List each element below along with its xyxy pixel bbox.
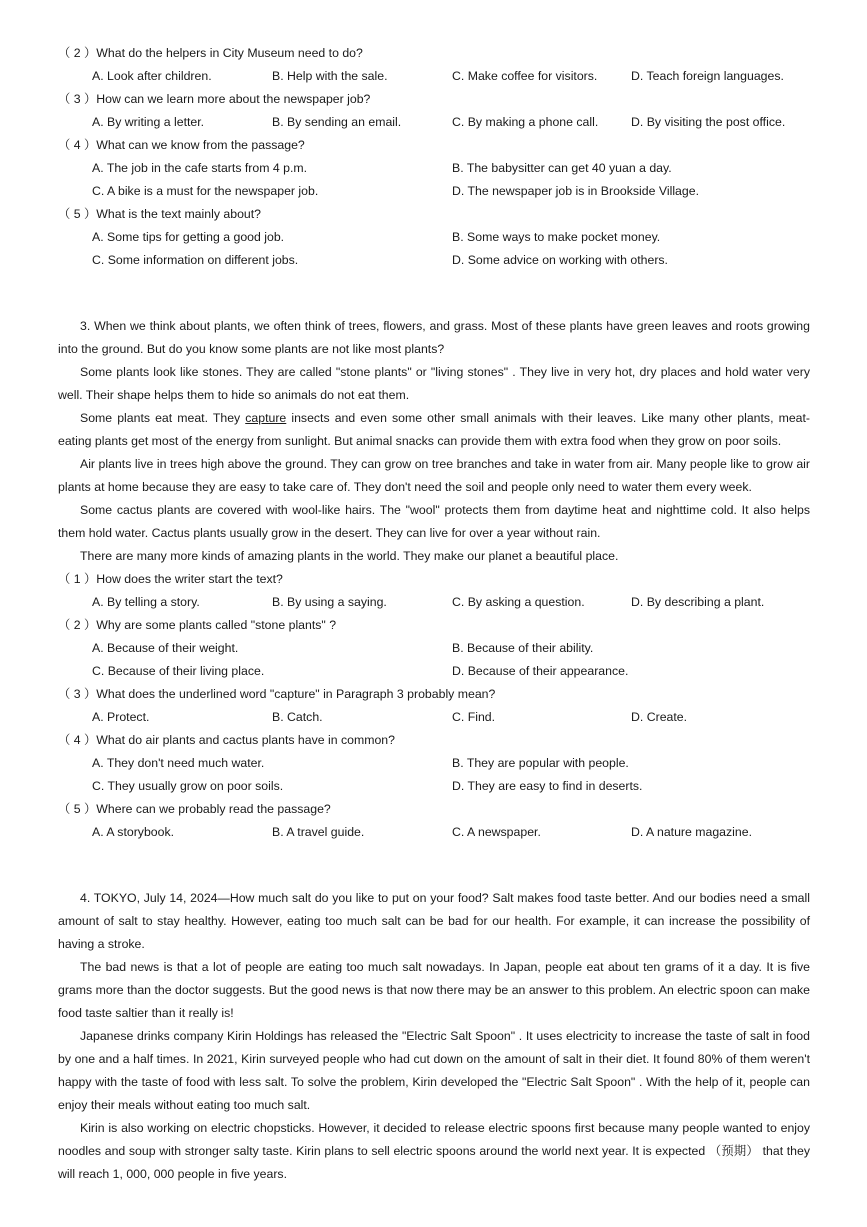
- question-3-3: （ 3 ）What does the underlined word "capture" in Paragraph 3 probably mean?: [58, 687, 496, 701]
- option-d: D. A nature magazine.: [631, 825, 752, 839]
- paragraph: Japanese drinks company Kirin Holdings has released the "Electric Salt Spoon" . It uses electricity to increase the taste of salt in food by one and a half times. In 2021, Kirin surveyed people who had cut down on the amount of salt in their diet. It found 80% of them weren't happy with the taste of food with less salt. To solve the problem, Kirin developed the "Electric Salt Spoon" . With the help of it, people can enjoy their meals without eating too much salt.: [58, 1029, 810, 1112]
- option-b: B. They are popular with people.: [452, 756, 629, 770]
- option-a: A. The job in the cafe starts from 4 p.m.: [92, 161, 308, 175]
- option-c: C. They usually grow on poor soils.: [92, 779, 284, 793]
- paragraph: Some plants eat meat. They capture insects and even some other small animals with their leaves. Like many other plants, meat-eating plants get most of the energy from sunlight. But animal snacks can provide them with extra food when they grow on poor soils.: [58, 411, 811, 448]
- option-d: D. By describing a plant.: [631, 595, 765, 609]
- question-3-5: （ 5 ）Where can we probably read the passage?: [58, 802, 331, 816]
- paragraph: Some cactus plants are covered with wool-like hairs. The "wool" protects them from daytime heat and nighttime cold. It also helps them hold water. Cactus plants usually grow in the desert. They can live for over a year without rain.: [58, 503, 810, 540]
- option-b: B. The babysitter can get 40 yuan a day.: [452, 161, 672, 175]
- option-a: A. Because of their weight.: [92, 641, 239, 655]
- option-c: C. By asking a question.: [452, 595, 585, 609]
- option-a: A. Some tips for getting a good job.: [92, 230, 285, 244]
- option-b: B. Catch.: [272, 710, 323, 724]
- option-c: C. Find.: [452, 710, 496, 724]
- paragraph: The bad news is that a lot of people are eating too much salt nowadays. In Japan, people eat about ten grams of it a day. It is five grams more than the doctor suggests. But the good news is that now there may be an answer to this problem. An electric spoon can make food taste saltier than it really is!: [58, 960, 810, 1020]
- option-a: A. A storybook.: [92, 825, 175, 839]
- question-3-1: （ 1 ）How does the writer start the text?: [58, 572, 283, 586]
- option-a: A. Look after children.: [92, 69, 212, 83]
- underlined-word: capture: [245, 411, 287, 425]
- option-d: D. The newspaper job is in Brookside Village.: [452, 184, 699, 198]
- question-2-2: （ 2 ）What do the helpers in City Museum need to do?: [58, 46, 363, 60]
- option-d: D. Some advice on working with others.: [452, 253, 668, 267]
- option-c: C. Because of their living place.: [92, 664, 265, 678]
- option-d: D. Teach foreign languages.: [631, 69, 784, 83]
- paragraph: Kirin is also working on electric chopsticks. However, it decided to release electric spoons first because many people wanted to enjoy noodles and soup with stronger salty taste. Kirin plans to sell electric spoons around the world next year. It is expected （预期） that they will reach 1, 000, 000 people in five years.: [58, 1121, 810, 1181]
- paragraph: Air plants live in trees high above the ground. They can grow on tree branches and take in water from air. Many people like to grow air plants at home because they are easy to take care of. They don't need the soil and people only need to water them every week.: [58, 457, 810, 494]
- option-b: B. By sending an email.: [272, 115, 402, 129]
- option-a: A. By writing a letter.: [92, 115, 205, 129]
- option-c: C. Some information on different jobs.: [92, 253, 299, 267]
- option-b: B. Help with the sale.: [272, 69, 388, 83]
- option-d: D. Create.: [631, 710, 688, 724]
- question-2-3: （ 3 ）How can we learn more about the newspaper job?: [58, 92, 371, 106]
- passage-4: [58, 887, 810, 1186]
- paragraph: 4. TOKYO, July 14, 2024—How much salt do you like to put on your food? Salt makes food taste better. And our bodies need a small amount of salt to stay healthy. However, eating too much salt can be bad for our health. For example, it can increase the possibility of having a stroke.: [58, 891, 810, 951]
- question-3-4: （ 4 ）What do air plants and cactus plants have in common?: [58, 733, 395, 747]
- option-b: B. Because of their ability.: [452, 641, 594, 655]
- paragraph: There are many more kinds of amazing plants in the world. They make our planet a beautiful place.: [80, 549, 619, 563]
- paragraph: 3. When we think about plants, we often think of trees, flowers, and grass. Most of these plants have green leaves and roots growing into the ground. But do you know some plants are not like most plants?: [58, 319, 810, 356]
- option-a: A. Protect.: [92, 710, 150, 724]
- passage-3: [58, 315, 810, 568]
- option-c: C. A bike is a must for the newspaper job.: [92, 184, 319, 198]
- option-c: C. By making a phone call.: [452, 115, 599, 129]
- option-c: C. A newspaper.: [452, 825, 541, 839]
- option-a: A. They don't need much water.: [92, 756, 265, 770]
- paragraph: Some plants look like stones. They are called "stone plants" or "living stones" . They live in very hot, dry places and hold water very well. Their shape helps them to hide so animals do not eat them.: [58, 365, 810, 402]
- question-2-4: （ 4 ）What can we know from the passage?: [58, 138, 305, 152]
- option-c: C. Make coffee for visitors.: [452, 69, 598, 83]
- option-d: D. They are easy to find in deserts.: [452, 779, 643, 793]
- option-d: D. Because of their appearance.: [452, 664, 629, 678]
- question-3-2: （ 2 ）Why are some plants called "stone plants" ?: [58, 618, 337, 632]
- option-b: B. Some ways to make pocket money.: [452, 230, 661, 244]
- option-a: A. By telling a story.: [92, 595, 200, 609]
- option-b: B. A travel guide.: [272, 825, 365, 839]
- question-2-5: （ 5 ）What is the text mainly about?: [58, 207, 262, 221]
- option-d: D. By visiting the post office.: [631, 115, 786, 129]
- option-b: B. By using a saying.: [272, 595, 387, 609]
